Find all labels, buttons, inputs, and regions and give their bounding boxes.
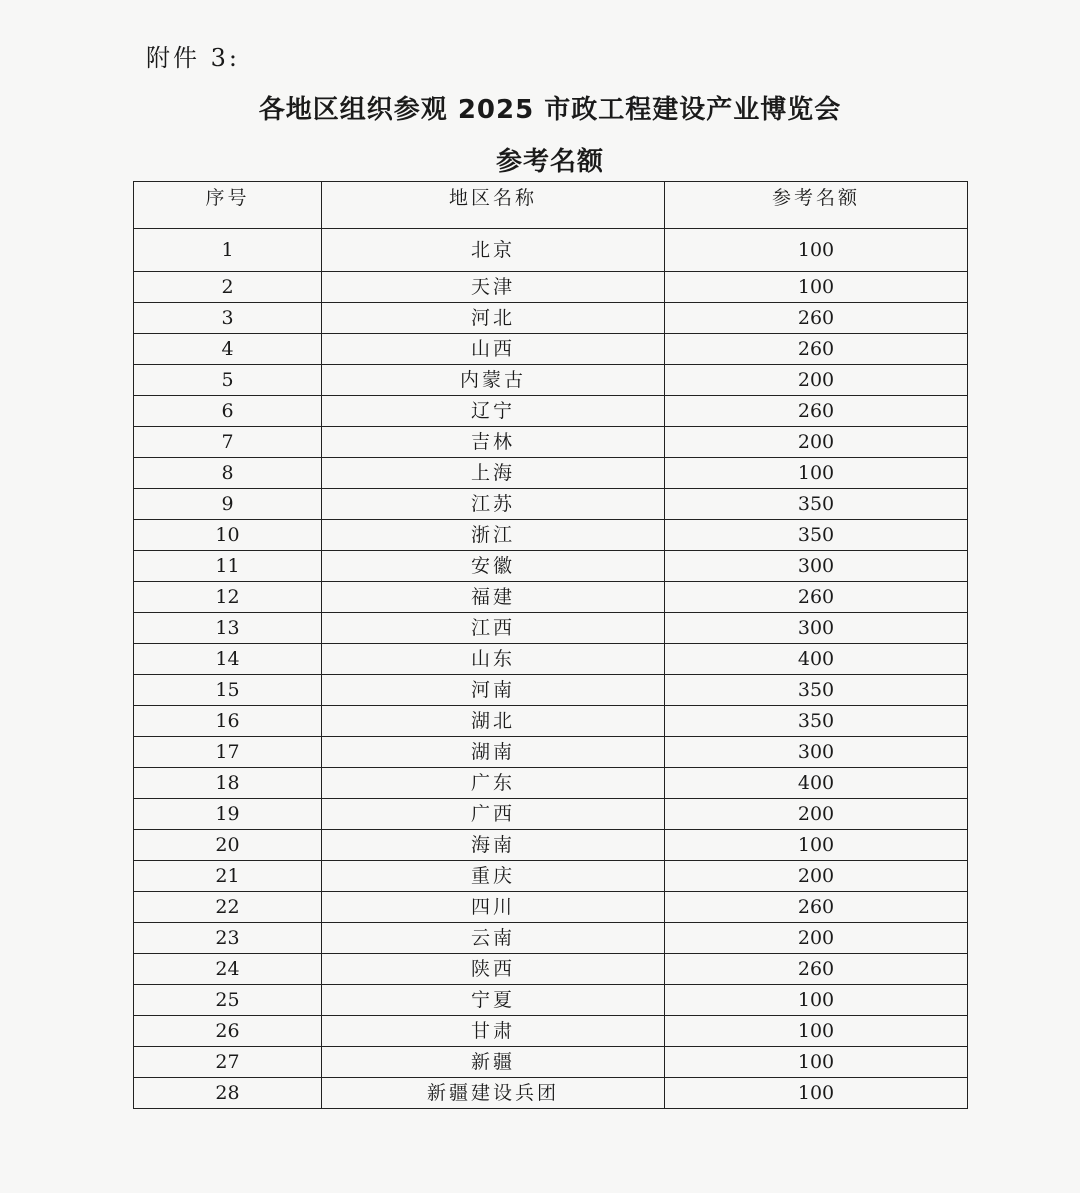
cell-region-name: 福建 bbox=[322, 582, 665, 613]
cell-region-name: 云南 bbox=[322, 923, 665, 954]
table-row bbox=[134, 892, 968, 923]
cell-serial-number: 5 bbox=[134, 365, 322, 396]
cell-reference-quota: 100 bbox=[665, 1047, 968, 1078]
cell-reference-quota: 100 bbox=[665, 272, 968, 303]
cell-reference-quota: 100 bbox=[665, 830, 968, 861]
cell-serial-number: 11 bbox=[134, 551, 322, 582]
cell-region-name: 北京 bbox=[322, 229, 665, 272]
cell-reference-quota: 100 bbox=[665, 458, 968, 489]
cell-serial-number: 27 bbox=[134, 1047, 322, 1078]
table-row bbox=[134, 303, 968, 334]
table-row bbox=[134, 1047, 968, 1078]
cell-reference-quota: 260 bbox=[665, 892, 968, 923]
cell-serial-number: 12 bbox=[134, 582, 322, 613]
cell-region-name: 新疆 bbox=[322, 1047, 665, 1078]
cell-serial-number: 17 bbox=[134, 737, 322, 768]
quota-table bbox=[133, 181, 968, 1109]
cell-region-name: 湖南 bbox=[322, 737, 665, 768]
cell-reference-quota: 100 bbox=[665, 985, 968, 1016]
table-row bbox=[134, 365, 968, 396]
cell-reference-quota: 300 bbox=[665, 737, 968, 768]
cell-serial-number: 13 bbox=[134, 613, 322, 644]
cell-region-name: 山西 bbox=[322, 334, 665, 365]
cell-reference-quota: 200 bbox=[665, 365, 968, 396]
table-row bbox=[134, 613, 968, 644]
table-row bbox=[134, 1016, 968, 1047]
cell-reference-quota: 200 bbox=[665, 427, 968, 458]
table-row bbox=[134, 706, 968, 737]
cell-region-name: 海南 bbox=[322, 830, 665, 861]
cell-reference-quota: 350 bbox=[665, 520, 968, 551]
cell-reference-quota: 260 bbox=[665, 334, 968, 365]
cell-region-name: 广西 bbox=[322, 799, 665, 830]
cell-serial-number: 8 bbox=[134, 458, 322, 489]
cell-serial-number: 9 bbox=[134, 489, 322, 520]
cell-serial-number: 21 bbox=[134, 861, 322, 892]
cell-region-name: 宁夏 bbox=[322, 985, 665, 1016]
cell-region-name: 安徽 bbox=[322, 551, 665, 582]
table-row bbox=[134, 923, 968, 954]
cell-reference-quota: 100 bbox=[665, 229, 968, 272]
table-row bbox=[134, 799, 968, 830]
table-row bbox=[134, 489, 968, 520]
cell-serial-number: 2 bbox=[134, 272, 322, 303]
cell-region-name: 江西 bbox=[322, 613, 665, 644]
table-row bbox=[134, 954, 968, 985]
table-row bbox=[134, 520, 968, 551]
cell-serial-number: 24 bbox=[134, 954, 322, 985]
table-row bbox=[134, 675, 968, 706]
cell-serial-number: 26 bbox=[134, 1016, 322, 1047]
cell-region-name: 河北 bbox=[322, 303, 665, 334]
cell-region-name: 陕西 bbox=[322, 954, 665, 985]
table-row bbox=[134, 737, 968, 768]
table-row bbox=[134, 396, 968, 427]
table-row bbox=[134, 1078, 968, 1109]
cell-region-name: 浙江 bbox=[322, 520, 665, 551]
cell-reference-quota: 200 bbox=[665, 923, 968, 954]
cell-serial-number: 6 bbox=[134, 396, 322, 427]
cell-region-name: 河南 bbox=[322, 675, 665, 706]
cell-serial-number: 28 bbox=[134, 1078, 322, 1109]
table-row bbox=[134, 582, 968, 613]
cell-region-name: 辽宁 bbox=[322, 396, 665, 427]
attachment-label: 附件 3: bbox=[146, 44, 240, 72]
cell-reference-quota: 200 bbox=[665, 861, 968, 892]
cell-region-name: 江苏 bbox=[322, 489, 665, 520]
cell-serial-number: 7 bbox=[134, 427, 322, 458]
cell-serial-number: 18 bbox=[134, 768, 322, 799]
cell-serial-number: 20 bbox=[134, 830, 322, 861]
cell-reference-quota: 200 bbox=[665, 799, 968, 830]
table-row bbox=[134, 768, 968, 799]
cell-serial-number: 1 bbox=[134, 229, 322, 272]
cell-serial-number: 19 bbox=[134, 799, 322, 830]
document-title: 各地区组织参观 2025 市政工程建设产业博览会 bbox=[258, 95, 842, 125]
header-region-name: 地区名称 bbox=[322, 182, 665, 229]
cell-reference-quota: 300 bbox=[665, 613, 968, 644]
header-reference-quota: 参考名额 bbox=[665, 182, 968, 229]
cell-reference-quota: 100 bbox=[665, 1016, 968, 1047]
cell-reference-quota: 400 bbox=[665, 768, 968, 799]
cell-region-name: 上海 bbox=[322, 458, 665, 489]
cell-serial-number: 14 bbox=[134, 644, 322, 675]
table-body bbox=[134, 229, 968, 1109]
cell-serial-number: 10 bbox=[134, 520, 322, 551]
cell-reference-quota: 260 bbox=[665, 954, 968, 985]
cell-reference-quota: 350 bbox=[665, 675, 968, 706]
cell-serial-number: 15 bbox=[134, 675, 322, 706]
cell-region-name: 广东 bbox=[322, 768, 665, 799]
cell-serial-number: 16 bbox=[134, 706, 322, 737]
cell-region-name: 吉林 bbox=[322, 427, 665, 458]
table-row bbox=[134, 551, 968, 582]
cell-region-name: 天津 bbox=[322, 272, 665, 303]
table-row bbox=[134, 830, 968, 861]
cell-reference-quota: 350 bbox=[665, 706, 968, 737]
cell-serial-number: 22 bbox=[134, 892, 322, 923]
table-row bbox=[134, 272, 968, 303]
cell-reference-quota: 260 bbox=[665, 582, 968, 613]
table-row bbox=[134, 458, 968, 489]
cell-serial-number: 4 bbox=[134, 334, 322, 365]
cell-reference-quota: 100 bbox=[665, 1078, 968, 1109]
cell-region-name: 内蒙古 bbox=[322, 365, 665, 396]
cell-reference-quota: 400 bbox=[665, 644, 968, 675]
table-header-row bbox=[134, 182, 968, 229]
cell-region-name: 山东 bbox=[322, 644, 665, 675]
table-row bbox=[134, 427, 968, 458]
table-row bbox=[134, 334, 968, 365]
cell-reference-quota: 260 bbox=[665, 303, 968, 334]
table-row bbox=[134, 985, 968, 1016]
cell-reference-quota: 260 bbox=[665, 396, 968, 427]
table-row bbox=[134, 861, 968, 892]
cell-region-name: 湖北 bbox=[322, 706, 665, 737]
cell-serial-number: 23 bbox=[134, 923, 322, 954]
header-serial-number: 序号 bbox=[134, 182, 322, 229]
cell-reference-quota: 350 bbox=[665, 489, 968, 520]
cell-region-name: 重庆 bbox=[322, 861, 665, 892]
table-row bbox=[134, 229, 968, 272]
table-row bbox=[134, 644, 968, 675]
cell-region-name: 甘肃 bbox=[322, 1016, 665, 1047]
document-subtitle: 参考名额 bbox=[495, 147, 604, 177]
cell-serial-number: 3 bbox=[134, 303, 322, 334]
cell-reference-quota: 300 bbox=[665, 551, 968, 582]
cell-region-name: 四川 bbox=[322, 892, 665, 923]
cell-region-name: 新疆建设兵团 bbox=[322, 1078, 665, 1109]
cell-serial-number: 25 bbox=[134, 985, 322, 1016]
